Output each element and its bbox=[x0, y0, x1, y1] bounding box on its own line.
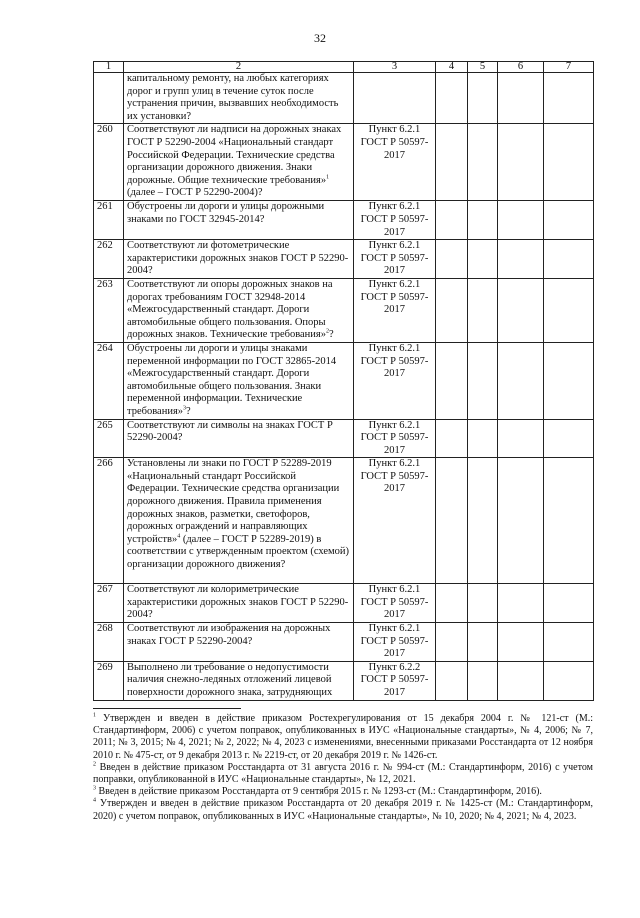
row-question: капитальному ремонту, на любых категориях дорог и групп улиц в течение суток после устранения причин, вызвавших необходимость их установки? bbox=[124, 73, 354, 124]
row-number: 261 bbox=[94, 201, 124, 240]
row-number: 266 bbox=[94, 458, 124, 584]
table-row bbox=[94, 278, 594, 342]
row-reference bbox=[354, 73, 436, 124]
row-question: Выполнено ли требование о недопустимости наличия снежно-ледяных отложений лицевой поверхности дорожного знака, затрудняющих bbox=[124, 661, 354, 700]
table-row bbox=[94, 240, 594, 279]
table-row bbox=[94, 201, 594, 240]
column-header: 4 bbox=[436, 62, 468, 73]
table-row bbox=[94, 584, 594, 623]
footnote: $^1$ Утвержден и введен в действие приказом Ростехрегулирования от 15 декабря 2004 г. № 121-ст (М.: Стандартинформ, 2006) с учетом поправок, опубликованных в ИУС «Национальные стандарты», № 4, 2006; № 7, 2011; № 3, 2015; № 4, 2021; № 2, 2022; № 4, 2023 с изменениями, внесенными приказами Росстандарта от 12 ноября 2010 г. № 475-ст, от 9 декабря 2013 г. № 2219-ст, от 20 декабря 2019 г. № 1426-ст. bbox=[93, 712, 593, 761]
column-header: 7 bbox=[544, 62, 594, 73]
footnote-ref: 2 bbox=[326, 328, 329, 335]
footnote: $^3$ Введен в действие приказом Росстандарта от 9 сентября 2015 г. № 1293-ст (М.: Стандартинформ, 2016). bbox=[93, 785, 542, 798]
row-question: Соответствуют ли колориметрические характеристики дорожных знаков ГОСТ Р 52290-2004? bbox=[124, 584, 354, 623]
row-reference: Пункт 6.2.1 ГОСТ Р 50597-2017 bbox=[354, 584, 436, 623]
page-number: 32 bbox=[314, 31, 326, 45]
row-reference: Пункт 6.2.1 ГОСТ Р 50597-2017 bbox=[354, 201, 436, 240]
table-row bbox=[94, 342, 594, 419]
column-header: 3 bbox=[354, 62, 436, 73]
table-row bbox=[94, 73, 594, 124]
table-row bbox=[94, 661, 594, 700]
row-reference: Пункт 6.2.2 ГОСТ Р 50597-2017 bbox=[354, 661, 436, 700]
row-question: Обустроены ли дороги и улицы дорожными знаками по ГОСТ 32945-2014? bbox=[124, 201, 354, 240]
row-question: Обустроены ли дороги и улицы знаками переменной информации по ГОСТ 32865-2014 «Межгосударственный стандарт. Дороги автомобильные общего пользования. Знаки переменной информации. Технические требования»$^3$? bbox=[124, 342, 354, 419]
row-number: 260 bbox=[94, 124, 124, 201]
row-reference: Пункт 6.2.1 ГОСТ Р 50597-2017 bbox=[354, 240, 436, 279]
column-header: 6 bbox=[498, 62, 544, 73]
row-question: Соответствуют ли опоры дорожных знаков на дорогах требованиям ГОСТ 32948-2014 «Межгосударственный стандарт. Дороги автомобильные общего пользования. Опоры дорожных знаков. Технические требования»$^2$? bbox=[124, 278, 354, 342]
column-header: 2 bbox=[124, 62, 354, 73]
row-question: Соответствуют ли изображения на дорожных знаках ГОСТ Р 52290-2004? bbox=[124, 623, 354, 662]
row-number: 263 bbox=[94, 278, 124, 342]
row-number: 265 bbox=[94, 419, 124, 458]
table-row bbox=[94, 124, 594, 201]
row-question: Соответствуют ли фотометрические характеристики дорожных знаков ГОСТ Р 52290-2004? bbox=[124, 240, 354, 279]
row-number: 267 bbox=[94, 584, 124, 623]
row-number: 264 bbox=[94, 342, 124, 419]
row-number: 262 bbox=[94, 240, 124, 279]
row-question: Соответствуют ли символы на знаках ГОСТ Р 52290-2004? bbox=[124, 419, 354, 458]
row-reference: Пункт 6.2.1 ГОСТ Р 50597-2017 bbox=[354, 278, 436, 342]
row-question: Установлены ли знаки по ГОСТ Р 52289-2019 «Национальный стандарт Российской Федерации. Технические средства организации дорожного движения. Правила применения дорожных знаков, разметки, светофоров, дорожных ограждений и направляющих устройств»$^4$ (далее – ГОСТ Р 52289-2019) в соответствии с утвержденным проектом (схемой) организации дорожного движения? bbox=[124, 458, 354, 584]
checklist-table bbox=[93, 61, 594, 701]
footnote: $^2$ Введен в действие приказом Росстандарта от 31 августа 2016 г. № 994-ст (М.: Стандартинформ, 2016) с учетом поправки, опубликованной в ИУС «Национальные стандарты», № 12, 2021. bbox=[93, 761, 593, 786]
row-number: 269 bbox=[94, 661, 124, 700]
footnote-ref: 1 bbox=[326, 174, 330, 181]
table-header-row bbox=[94, 62, 594, 73]
row-reference: Пункт 6.2.1 ГОСТ Р 50597-2017 bbox=[354, 124, 436, 201]
row-reference: Пункт 6.2.1 ГОСТ Р 50597-2017 bbox=[354, 623, 436, 662]
footnote-ref: 4 bbox=[177, 533, 181, 540]
column-header: 1 bbox=[94, 62, 124, 73]
footnote: $^4$ Утвержден и введен в действие приказом Росстандарта от 20 декабря 2019 г. № 1425-ст (М.: Стандартинформ, 2020) с учетом поправок, опубликованных в ИУС «Национальные стандарты», № 10, 2020; № 4, 2021; № 4, 2023. bbox=[93, 798, 593, 822]
table-row bbox=[94, 419, 594, 458]
row-question: Соответствуют ли надписи на дорожных знаках ГОСТ Р 52290-2004 «Национальный стандарт Российской Федерации. Технические средства организации дорожного движения. Знаки дорожные. Общие технические требования»$^1$ (далее – ГОСТ Р 52290-2004)? bbox=[124, 124, 354, 201]
table-row bbox=[94, 458, 594, 584]
footnote-ref: 3 bbox=[183, 405, 187, 412]
table-row bbox=[94, 623, 594, 662]
row-reference: Пункт 6.2.1 ГОСТ Р 50597-2017 bbox=[354, 419, 436, 458]
row-reference: Пункт 6.2.1 ГОСТ Р 50597-2017 bbox=[354, 458, 436, 584]
footnote-divider bbox=[93, 708, 241, 709]
footnotes bbox=[93, 713, 593, 823]
row-number bbox=[94, 73, 124, 124]
row-number: 268 bbox=[94, 623, 124, 662]
row-reference: Пункт 6.2.1 ГОСТ Р 50597-2017 bbox=[354, 342, 436, 419]
column-header: 5 bbox=[468, 62, 498, 73]
